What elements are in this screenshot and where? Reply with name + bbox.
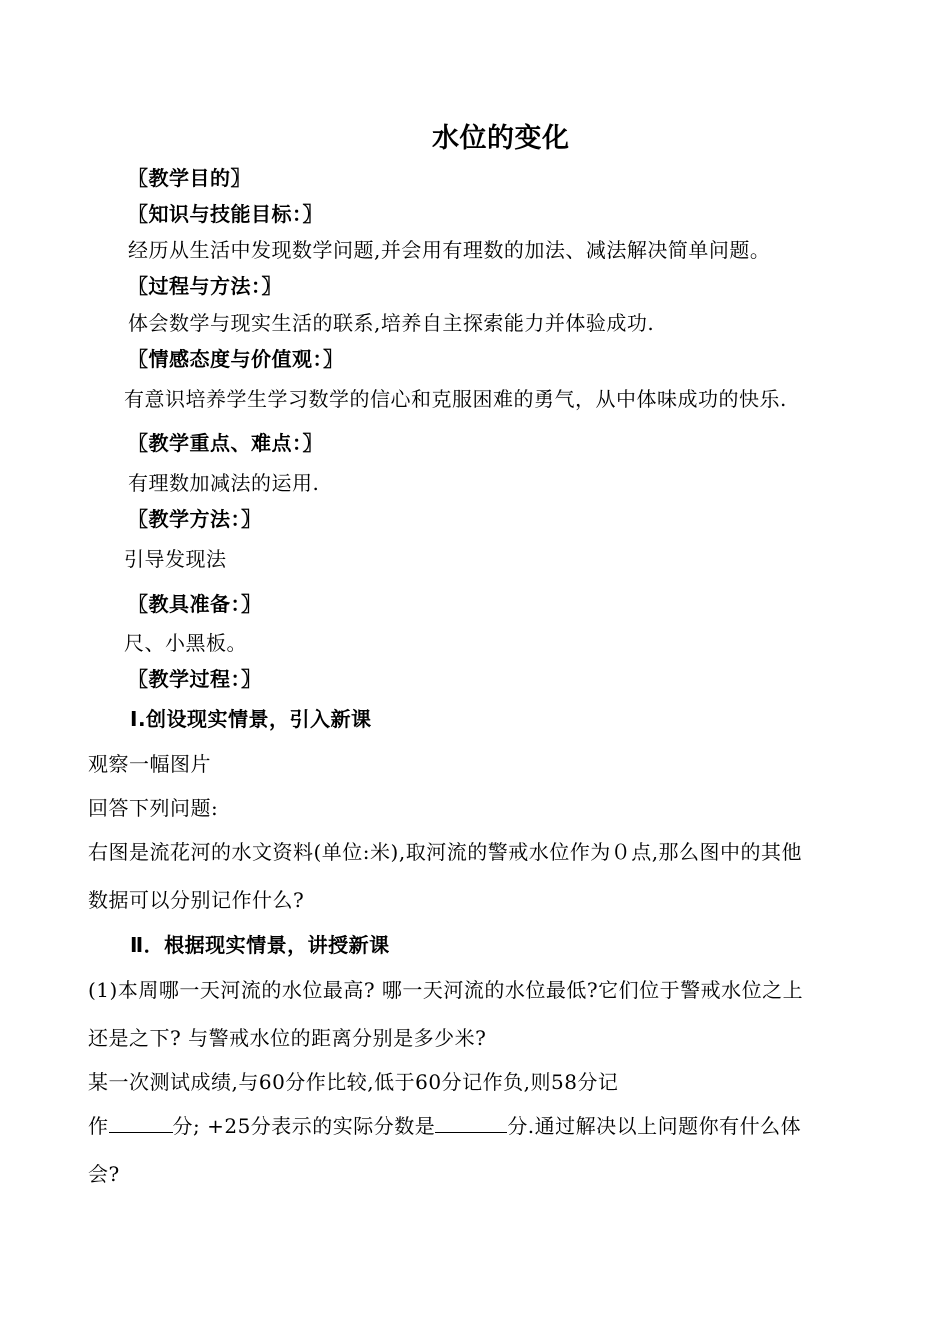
- s2-line3: 某一次测试成绩,与60分作比较,低于60分记作负,则58分记: [88, 1070, 619, 1094]
- page-title: 水位的变化: [432, 123, 570, 154]
- method-heading: 〖教学方法：〗: [128, 507, 262, 531]
- s1-line2: 回答下列问题:: [88, 796, 219, 820]
- emotion-text: 有意识培养学生学习数学的信心和克服困难的勇气，从中体味成功的快乐.: [124, 387, 787, 411]
- knowledge-heading: 〖知识与技能目标：〗: [128, 202, 323, 226]
- knowledge-text: 经历从生活中发现数学问题,并会用有理数的加法、减法解决简单问题。: [128, 238, 771, 262]
- teaching-process-heading: 〖教学过程：〗: [128, 667, 262, 691]
- key-points-text: 有理数加减法的运用.: [128, 471, 320, 495]
- tools-heading: 〖教具准备：〗: [128, 592, 262, 616]
- s2-line4-part-b: 分; +25分表示的实际分数是: [172, 1114, 436, 1138]
- method-text: 引导发现法: [124, 547, 227, 571]
- s2-line4-part-a: 作: [88, 1114, 109, 1138]
- s2-line2: 还是之下? 与警戒水位的距离分别是多少米?: [88, 1026, 487, 1050]
- process-method-heading: 〖过程与方法：〗: [128, 274, 282, 298]
- emotion-heading: 〖情感态度与价值观：〗: [128, 347, 344, 371]
- s2-line4-part-c: 分.通过解决以上问题你有什么体: [507, 1114, 802, 1138]
- key-points-heading: 〖教学重点、难点：〗: [128, 431, 323, 455]
- s1-line4: 数据可以分别记作什么?: [88, 888, 305, 912]
- s2-line1: (1)本周哪一天河流的水位最高? 哪一天河流的水位最低?它们位于警戒水位之上: [88, 978, 804, 1002]
- answer-blank-2[interactable]: [435, 1112, 507, 1133]
- section1-heading: Ⅰ.创设现实情景，引入新课: [130, 707, 372, 731]
- answer-blank-1[interactable]: [109, 1112, 173, 1133]
- s2-line5: 会?: [88, 1162, 120, 1186]
- objectives-heading: 〖教学目的〗: [128, 166, 251, 190]
- section2-heading: Ⅱ．根据现实情景，讲授新课: [130, 933, 390, 957]
- tools-text: 尺、小黑板。: [124, 631, 247, 655]
- s1-line1: 观察一幅图片: [88, 752, 211, 776]
- process-method-text: 体会数学与现实生活的联系,培养自主探索能力并体验成功.: [128, 311, 655, 335]
- s1-line3: 右图是流花河的水文资料(单位:米),取河流的警戒水位作为０点,那么图中的其他: [88, 840, 803, 864]
- s2-line4: [88, 1112, 801, 1140]
